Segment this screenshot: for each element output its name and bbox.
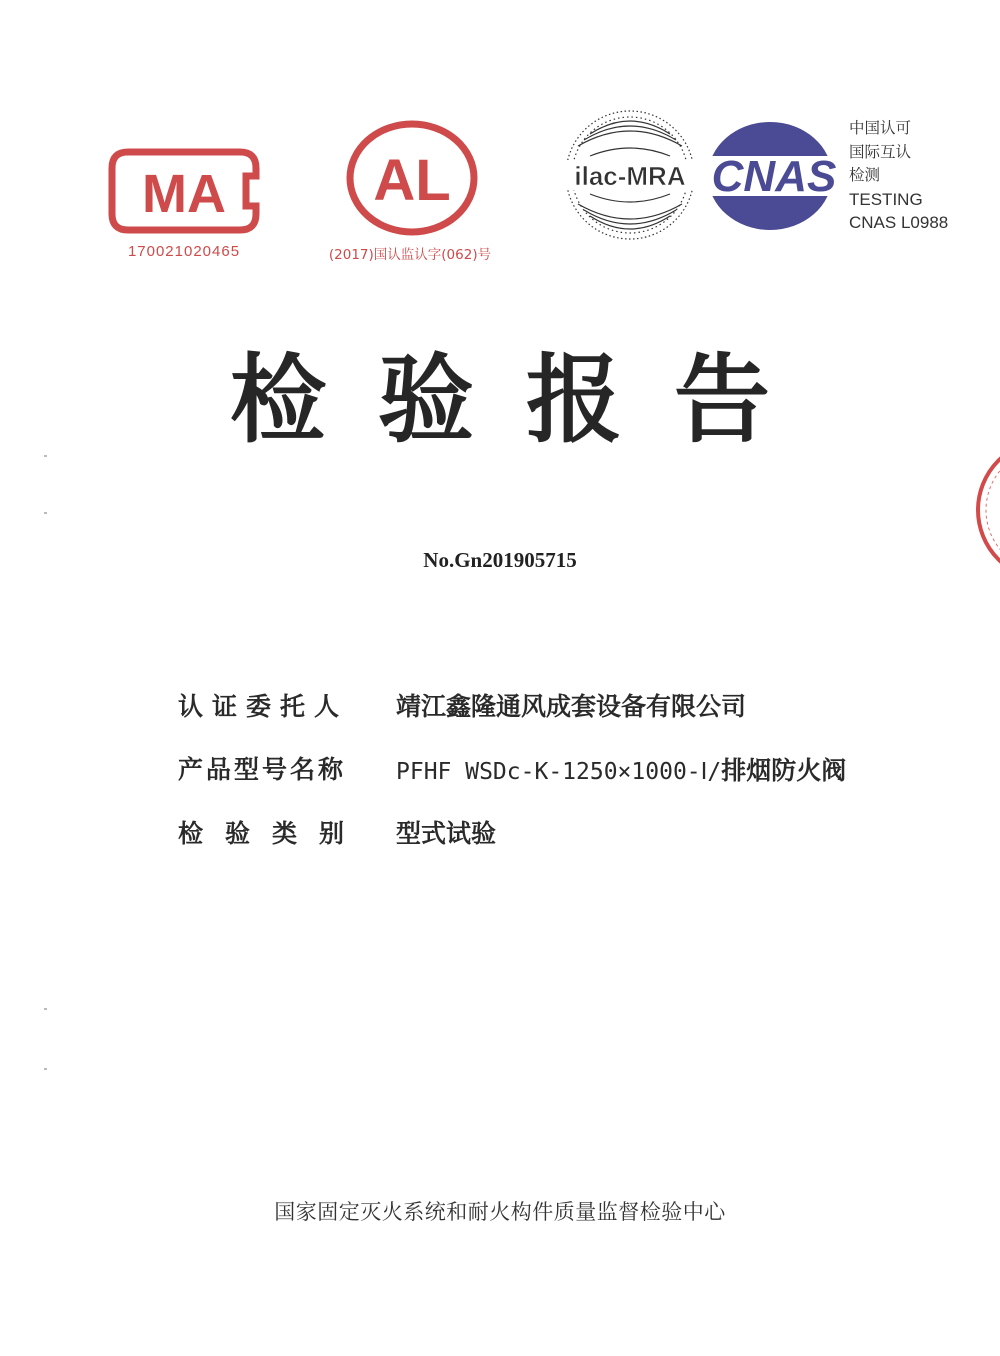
ilac-logo-text: ilac-MRA bbox=[574, 161, 686, 191]
cal-logo bbox=[343, 118, 481, 238]
product-label: 产品型号名称 bbox=[178, 755, 347, 784]
inspection-type-value: 型式试验 bbox=[396, 819, 497, 848]
cnas-logo-text: CNAS bbox=[711, 152, 837, 201]
scan-speck bbox=[44, 1068, 47, 1070]
document-title: 检验报告 bbox=[230, 344, 822, 456]
cnas-line: TESTING bbox=[849, 189, 923, 209]
footer-organization: 国家固定灭火系统和耐火构件质量监督检验中心 bbox=[274, 1200, 726, 1224]
report-number: No.Gn201905715 bbox=[423, 548, 577, 572]
client-value: 靖江鑫隆通风成套设备有限公司 bbox=[396, 692, 747, 721]
cnas-line: 检测 bbox=[849, 166, 881, 184]
client-label: 认证委托人 bbox=[178, 692, 349, 721]
cal-logo-text: AL bbox=[373, 148, 451, 213]
product-value bbox=[396, 751, 846, 787]
cnas-line: CNAS L0988 bbox=[849, 213, 949, 232]
product-model-code: PFHF WSDc-K-1250×1000-Ⅰ/ bbox=[396, 759, 722, 785]
inspection-type-label: 检验类别 bbox=[178, 819, 367, 848]
cma-logo bbox=[108, 146, 260, 236]
cnas-logo bbox=[700, 118, 848, 236]
cma-number: 170021020465 bbox=[127, 243, 241, 260]
product-name: 排烟防火阀 bbox=[721, 756, 847, 785]
ilac-mra-logo bbox=[560, 106, 700, 244]
cnas-line: 国际互认 bbox=[849, 142, 912, 161]
scan-speck bbox=[44, 1008, 47, 1010]
cal-number: (2017)国认监认字(062)号 bbox=[328, 247, 492, 263]
cnas-line: 中国认可 bbox=[849, 119, 912, 137]
scan-speck bbox=[44, 512, 47, 514]
cnas-accreditation-text bbox=[849, 117, 948, 235]
cma-logo-text: MA bbox=[142, 164, 226, 224]
